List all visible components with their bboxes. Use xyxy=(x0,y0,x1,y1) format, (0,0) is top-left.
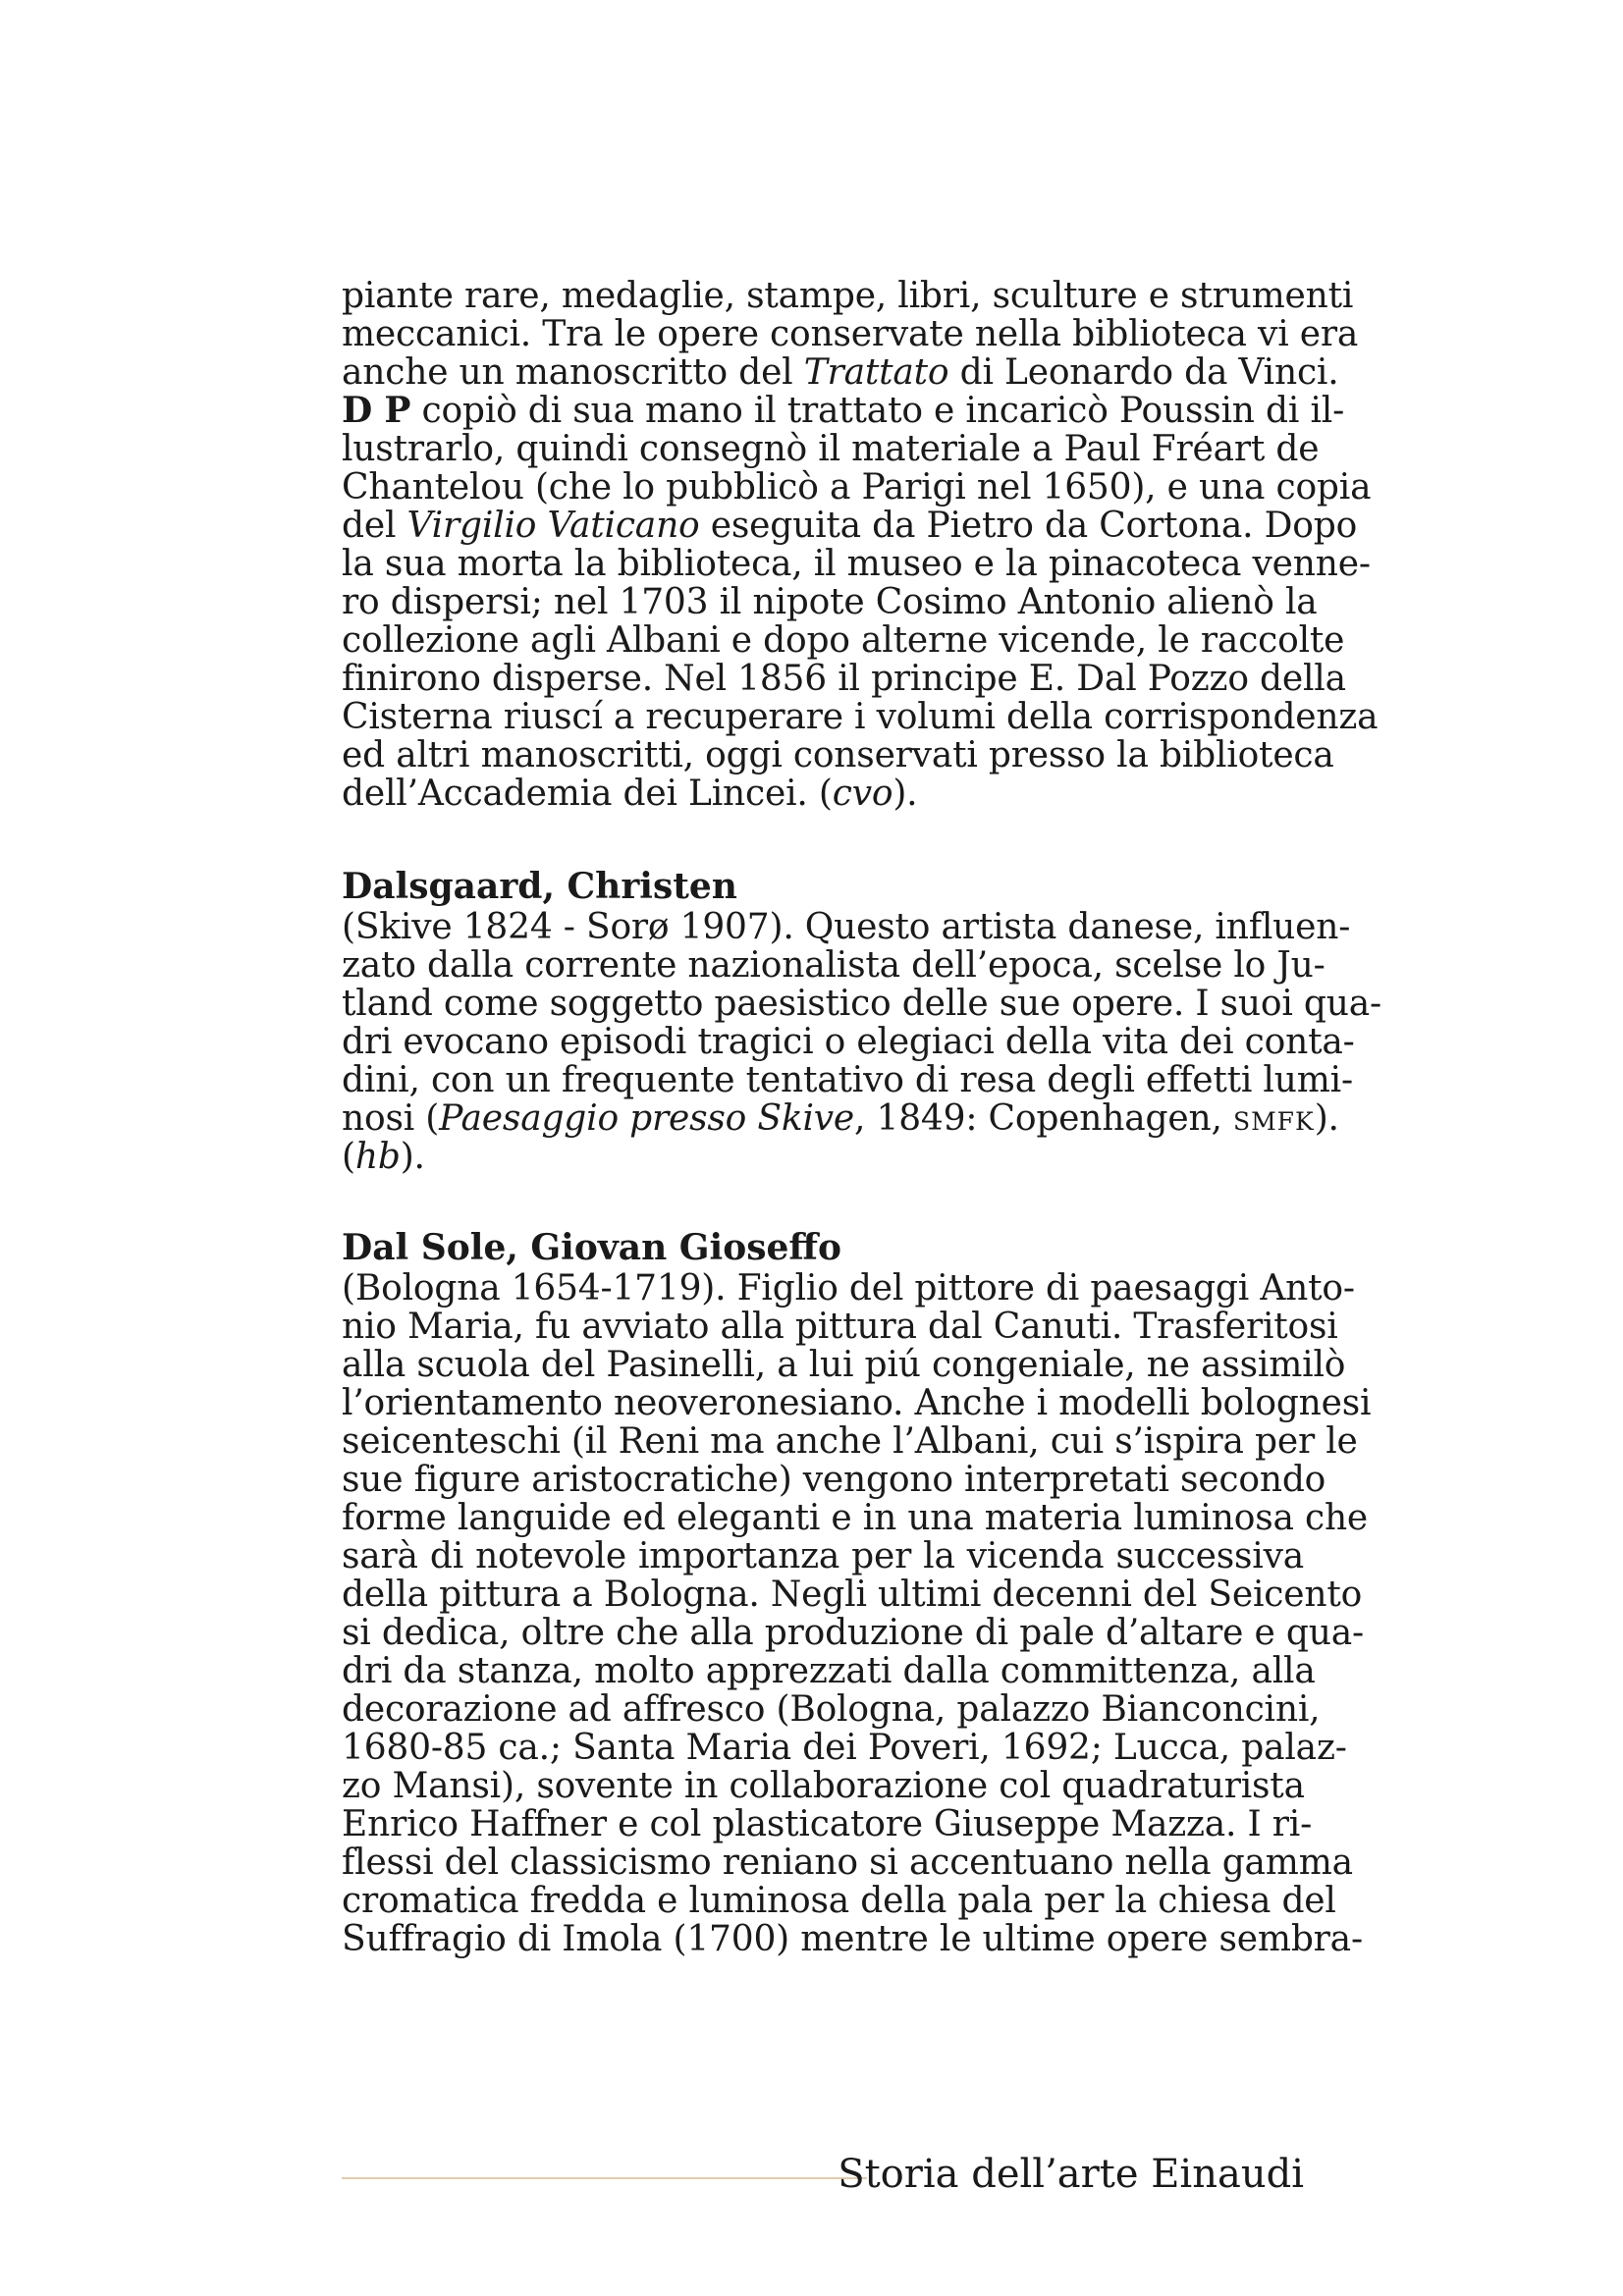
text-line: ro dispersi; nel 1703 il nipote Cosimo Antonio alienò la xyxy=(342,582,1318,622)
text-line: forme languide ed eleganti e in una materia luminosa che xyxy=(342,1498,1369,1538)
author-initials: cvo xyxy=(832,774,893,814)
text-line: 1680-85 ca.; Santa Maria dei Poveri, 1692; Lucca, palaz- xyxy=(342,1728,1347,1768)
text-line: (hb). xyxy=(342,1137,425,1177)
text-line: Chantelou (che lo pubblicò a Parigi nel 1650), e una copia xyxy=(342,467,1372,507)
footer-publication-title: Storia dell’arte Einaudi xyxy=(838,2152,1304,2197)
text-line: alla scuola del Pasinelli, a lui piú congeniale, ne assimilò xyxy=(342,1345,1346,1385)
text-line: dell’Accademia dei Lincei. (cvo). xyxy=(342,774,918,814)
author-initials: hb xyxy=(354,1137,401,1177)
paragraph-dal-pozzo-continued xyxy=(342,276,1379,814)
text-line: la sua morta la biblioteca, il museo e la pinacoteca venne- xyxy=(342,544,1371,584)
text-line: Cisterna riuscí a recuperare i volumi della corrispondenza xyxy=(342,697,1379,737)
text-line: zo Mansi), sovente in collaborazione col quadraturista xyxy=(342,1766,1305,1806)
text-line: dri da stanza, molto apprezzati dalla committenza, alla xyxy=(342,1651,1316,1691)
text-line: Enrico Haffner e col plasticatore Giuseppe Mazza. I ri- xyxy=(342,1804,1313,1844)
text-line: sue figure aristocratiche) vengono interpretati secondo xyxy=(342,1460,1326,1500)
text-line: collezione agli Albani e dopo alterne vicende, le raccolte xyxy=(342,620,1345,661)
text-line: flessi del classicismo reniano si accentuano nella gamma xyxy=(342,1842,1353,1883)
text-line: anche un manoscritto del Trattato di Leonardo da Vinci. xyxy=(342,352,1339,393)
text-line: dini, con un frequente tentativo di resa degli effetti lumi- xyxy=(342,1060,1353,1100)
entry-heading-dalsgaard: Dalsgaard, Christen xyxy=(342,866,737,907)
text-line: lustrarlo, quindi consegnò il materiale a Paul Fréart de xyxy=(342,429,1320,469)
museum-abbreviation: smfk xyxy=(1232,1098,1315,1139)
text-line: zato dalla corrente nazionalista dell’epoca, scelse lo Ju- xyxy=(342,945,1325,986)
text-line: meccanici. Tra le opere conservate nella biblioteca vi era xyxy=(342,314,1359,354)
footer-rule xyxy=(342,2177,867,2179)
paragraph-dalsgaard xyxy=(342,907,1381,1177)
abbreviation-bold: D P xyxy=(342,390,411,431)
text-line: ed altri manoscritti, oggi conservati presso la biblioteca xyxy=(342,735,1334,775)
italic-title: Trattato xyxy=(803,352,949,393)
text-line: nio Maria, fu avviato alla pittura dal Canuti. Trasferitosi xyxy=(342,1307,1338,1347)
page-body xyxy=(342,276,1381,1959)
text-line: della pittura a Bologna. Negli ultimi decenni del Seicento xyxy=(342,1575,1363,1615)
text-line: nosi (Paesaggio presso Skive, 1849: Copenhagen, smfk). xyxy=(342,1098,1339,1139)
text-line: del Virgilio Vaticano eseguita da Pietro da Cortona. Dopo xyxy=(342,506,1358,546)
page-footer xyxy=(342,2150,1304,2199)
text-line: (Skive 1824 - Sorø 1907). Questo artista danese, influen- xyxy=(342,907,1351,947)
text-line: seicenteschi (il Reni ma anche l’Albani, cui s’ispira per le xyxy=(342,1421,1358,1462)
text-line: sarà di notevole importanza per la vicenda successiva xyxy=(342,1536,1304,1576)
entry-heading-dal-sole: Dal Sole, Giovan Gioseffo xyxy=(342,1227,841,1268)
text-line: D P copiò di sua mano il trattato e incaricò Poussin di il- xyxy=(342,390,1345,431)
text-line: dri evocano episodi tragici o elegiaci della vita dei conta- xyxy=(342,1022,1355,1062)
text-line: tland come soggetto paesistico delle sue opere. I suoi qua- xyxy=(342,984,1381,1024)
text-line: Suffragio di Imola (1700) mentre le ultime opere sembra- xyxy=(342,1919,1363,1959)
text-line: si dedica, oltre che alla produzione di pale d’altare e qua- xyxy=(342,1613,1364,1653)
text-line: finirono disperse. Nel 1856 il principe E. Dal Pozzo della xyxy=(342,659,1346,699)
italic-title: Paesaggio presso Skive xyxy=(439,1098,855,1139)
text-line: cromatica fredda e luminosa della pala per la chiesa del xyxy=(342,1881,1336,1921)
text-line: (Bologna 1654-1719). Figlio del pittore di paesaggi Anto- xyxy=(342,1268,1355,1308)
text-line: l’orientamento neoveronesiano. Anche i modelli bolognesi xyxy=(342,1383,1372,1423)
paragraph-dal-sole xyxy=(342,1268,1372,1959)
text-line: piante rare, medaglie, stampe, libri, sculture e strumenti xyxy=(342,276,1354,316)
text-line: decorazione ad affresco (Bologna, palazzo Bianconcini, xyxy=(342,1689,1321,1730)
italic-title: Virgilio Vaticano xyxy=(406,506,700,546)
